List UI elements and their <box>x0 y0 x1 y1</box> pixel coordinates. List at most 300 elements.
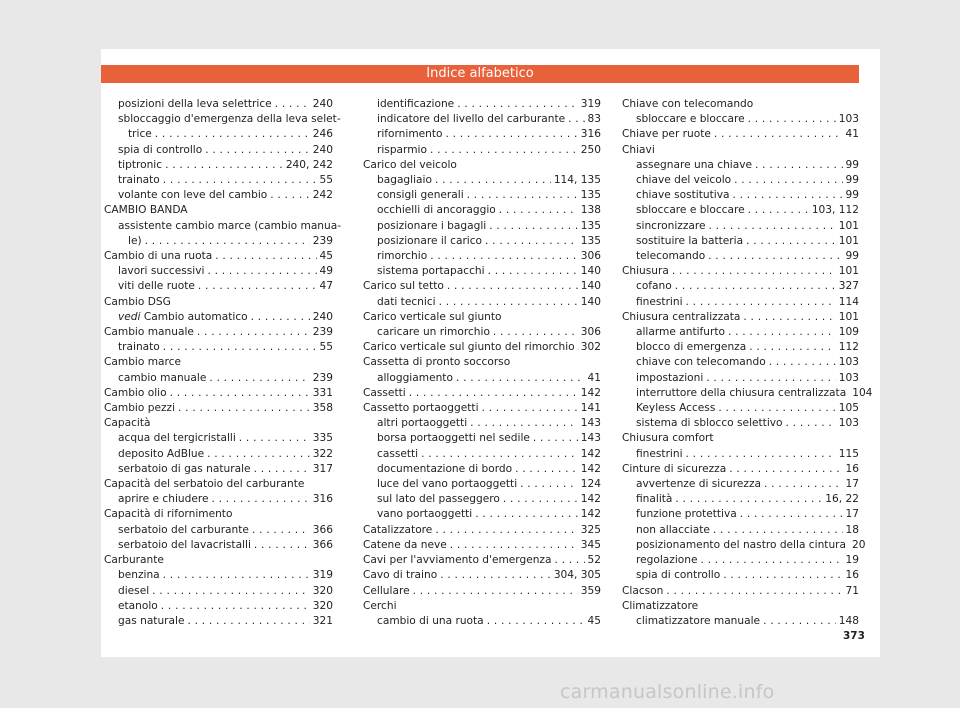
index-entry <box>363 325 601 340</box>
index-term-text: Cambio pezzi <box>104 402 176 415</box>
page-reference: 99 <box>845 189 859 202</box>
dot-leader <box>430 249 578 264</box>
index-term <box>118 568 160 583</box>
index-term-text: risparmio <box>377 143 427 156</box>
index-term-text: assegnare una chiave <box>636 158 753 171</box>
index-entry <box>622 249 859 264</box>
index-term <box>377 477 517 492</box>
page-reference: 142 <box>580 462 601 475</box>
page-reference: 103 <box>838 371 859 384</box>
index-term <box>118 279 195 294</box>
index-entry <box>104 431 333 446</box>
index-entry <box>622 158 859 173</box>
page-reference: 109 <box>838 326 859 339</box>
dot-leader <box>723 568 842 583</box>
page-reference: 55 <box>319 174 333 187</box>
dot-leader <box>209 371 309 386</box>
dot-leader <box>215 249 316 264</box>
dot-leader <box>198 279 317 294</box>
index-term <box>377 371 453 386</box>
dot-leader <box>769 355 836 370</box>
index-term <box>636 340 746 355</box>
index-term-text: Cambio marce <box>104 356 182 369</box>
index-term-text: finestrini <box>636 295 683 308</box>
index-term <box>118 158 162 173</box>
index-entry <box>104 310 333 325</box>
index-term-text: indicatore del livello del carburante <box>377 113 566 126</box>
dot-leader <box>435 173 551 188</box>
index-term <box>118 462 251 477</box>
page-number: 373 <box>843 630 865 642</box>
index-column-2 <box>363 97 601 629</box>
index-term <box>636 188 729 203</box>
index-term <box>104 203 188 218</box>
index-entry <box>622 143 859 158</box>
index-term-text: serbatoio di gas naturale <box>118 462 251 475</box>
index-term-text: sincronizzare <box>636 219 706 232</box>
dot-leader <box>439 295 578 310</box>
index-term <box>636 401 715 416</box>
index-entry <box>622 416 859 431</box>
index-entry <box>622 355 859 370</box>
index-term-text: etanolo <box>118 599 158 612</box>
dot-leader <box>748 112 836 127</box>
page-reference: 99 <box>845 158 859 171</box>
index-term <box>377 112 565 127</box>
dot-leader <box>533 431 578 446</box>
index-term <box>118 492 209 507</box>
index-term-text: posizionare il carico <box>377 234 483 247</box>
index-term-text: trainato <box>118 174 160 187</box>
dot-leader <box>467 188 578 203</box>
index-term-text: climatizzatore manuale <box>636 614 761 627</box>
page-reference: 148 <box>838 614 859 627</box>
dot-leader <box>713 523 843 538</box>
index-term-text: sistema portapacchi <box>377 265 485 278</box>
index-entry <box>363 447 601 462</box>
index-entry <box>104 401 333 416</box>
dot-leader <box>499 203 578 218</box>
index-entry <box>104 158 333 173</box>
index-term <box>622 97 753 112</box>
page-reference: 140 <box>580 280 601 293</box>
dot-leader <box>197 325 310 340</box>
index-term-text: Carico verticale sul giunto <box>363 310 502 323</box>
index-term <box>636 249 705 264</box>
index-entry <box>622 173 859 188</box>
dot-leader <box>755 158 842 173</box>
index-term <box>622 462 726 477</box>
dot-leader <box>489 219 578 234</box>
index-term <box>636 295 683 310</box>
index-term-text: cambio di una ruota <box>377 614 484 627</box>
index-entry <box>363 340 601 355</box>
index-term <box>636 173 731 188</box>
page-header: Indice alfabetico <box>101 65 859 83</box>
page-reference: 141 <box>580 402 601 415</box>
page-reference: 16 <box>845 569 859 582</box>
page-reference: 302 <box>580 341 601 354</box>
index-entry <box>104 143 333 158</box>
dot-leader <box>554 553 584 568</box>
index-entry <box>104 249 333 264</box>
index-entry <box>363 386 601 401</box>
index-entry <box>104 538 333 553</box>
page-reference: 135 <box>580 219 601 232</box>
index-entry <box>104 219 342 234</box>
dot-leader <box>728 325 836 340</box>
dot-leader <box>450 538 578 553</box>
index-term <box>636 112 745 127</box>
index-column-1 <box>104 97 342 629</box>
dot-leader <box>515 462 578 477</box>
page-reference: 103 <box>838 417 859 430</box>
index-term <box>363 599 397 614</box>
page-reference: 239 <box>312 371 333 384</box>
index-entry <box>363 431 601 446</box>
dot-leader <box>493 325 578 340</box>
page-reference: 20 <box>852 538 866 551</box>
index-term-text: trice <box>128 128 152 141</box>
index-term <box>636 279 672 294</box>
page-reference: 101 <box>838 234 859 247</box>
page-reference: 105 <box>838 402 859 415</box>
index-term <box>622 599 698 614</box>
page-reference: 52 <box>587 554 601 567</box>
index-entry <box>622 310 859 325</box>
index-term-text: deposito AdBlue <box>118 447 205 460</box>
index-term-text: telecomando <box>636 250 706 263</box>
index-term <box>636 371 703 386</box>
page-reference: 101 <box>838 310 859 323</box>
index-term-text: viti delle ruote <box>118 280 195 293</box>
dot-leader <box>675 279 836 294</box>
index-entry <box>104 279 333 294</box>
page-reference: 124 <box>580 478 601 491</box>
dot-leader <box>706 371 835 386</box>
page-reference: 49 <box>319 265 333 278</box>
index-term <box>118 97 272 112</box>
index-entry <box>622 447 859 462</box>
index-entry <box>104 614 333 629</box>
index-term <box>636 477 761 492</box>
index-entry <box>363 112 601 127</box>
index-entry <box>104 325 333 340</box>
dot-leader <box>421 447 578 462</box>
index-term <box>128 234 142 249</box>
dot-leader <box>165 158 283 173</box>
index-term <box>622 143 655 158</box>
index-term <box>377 97 454 112</box>
dot-leader <box>152 584 310 599</box>
index-entry <box>104 416 333 431</box>
index-term-text: lavori successivi <box>118 265 205 278</box>
index-term-text: borsa portaoggetti nel sedile <box>377 432 530 445</box>
page-reference: 99 <box>845 174 859 187</box>
index-term <box>636 158 752 173</box>
see-also-prefix: vedi <box>118 310 141 323</box>
index-term <box>118 584 149 599</box>
page-reference: 358 <box>312 402 333 415</box>
index-term <box>377 173 432 188</box>
index-entry <box>363 249 601 264</box>
page-reference: 319 <box>312 569 333 582</box>
index-term <box>128 127 152 142</box>
index-entry <box>622 295 859 310</box>
index-term <box>377 447 418 462</box>
index-term <box>118 599 158 614</box>
dot-leader <box>251 310 310 325</box>
index-term-text: rimorchio <box>377 250 428 263</box>
index-term <box>377 234 482 249</box>
dot-leader <box>740 507 843 522</box>
index-term-text: serbatoio del lavacristalli <box>118 538 251 551</box>
dot-leader <box>275 97 310 112</box>
page-reference: 366 <box>312 538 333 551</box>
index-entry <box>104 523 333 538</box>
index-term-text: chiave con telecomando <box>636 356 766 369</box>
index-entry <box>363 219 601 234</box>
index-entry <box>363 568 601 583</box>
index-entry <box>363 614 601 629</box>
dot-leader <box>748 203 809 218</box>
index-term-text: Cambio olio <box>104 386 167 399</box>
index-term <box>118 340 160 355</box>
index-term-text: le) <box>128 234 142 247</box>
index-term-text: cambio manuale <box>118 371 207 384</box>
index-term <box>118 173 160 188</box>
dot-leader <box>239 431 310 446</box>
page-reference: 140 <box>580 265 601 278</box>
index-entry <box>363 127 601 142</box>
index-term-text: allarme antifurto <box>636 326 725 339</box>
page-reference: 359 <box>580 584 601 597</box>
index-entry <box>622 568 859 583</box>
index-entry <box>622 462 859 477</box>
index-entry <box>363 523 601 538</box>
index-term-text: Chiusura <box>622 265 669 278</box>
dot-leader <box>714 127 843 142</box>
index-term <box>636 386 846 401</box>
index-term-text: Cambio di una ruota <box>104 250 213 263</box>
index-term-text: gas naturale <box>118 614 185 627</box>
index-term-text: funzione protettiva <box>636 508 737 521</box>
index-entry <box>104 371 333 386</box>
dot-leader <box>430 143 578 158</box>
page-reference: 41 <box>845 128 859 141</box>
index-entry <box>622 431 859 446</box>
page-reference: 317 <box>312 462 333 475</box>
index-term-text: sul lato del passeggero <box>377 493 500 506</box>
index-entry <box>622 492 859 507</box>
index-entry <box>363 310 601 325</box>
index-term <box>118 523 249 538</box>
index-term <box>363 340 575 355</box>
index-term <box>363 355 510 370</box>
index-entry <box>104 173 333 188</box>
page-reference: 135 <box>580 189 601 202</box>
index-term-text: posizionare i bagagli <box>377 219 487 232</box>
index-term <box>363 523 432 538</box>
page-reference: 16 <box>845 462 859 475</box>
page-reference: 319 <box>580 98 601 110</box>
page-reference: 114, 135 <box>553 174 601 187</box>
index-entry <box>104 234 333 249</box>
page-reference: 101 <box>838 265 859 278</box>
page-reference: 143 <box>580 417 601 430</box>
page-reference: 327 <box>838 280 859 293</box>
index-term-text: Chiusura comfort <box>622 432 714 445</box>
page-reference: 335 <box>312 432 333 445</box>
index-entry <box>104 203 333 218</box>
page-reference: 320 <box>312 599 333 612</box>
index-term-text: acqua del tergicristalli <box>118 432 236 445</box>
index-entry <box>363 584 601 599</box>
dot-leader <box>503 492 578 507</box>
dot-leader <box>686 295 836 310</box>
index-entry <box>363 279 601 294</box>
index-entry <box>104 553 333 568</box>
index-term <box>636 219 706 234</box>
index-term <box>377 264 485 279</box>
index-term-text: aprire e chiudere <box>118 493 209 506</box>
index-term-text: rifornimento <box>377 128 443 141</box>
index-term-text: trainato <box>118 341 160 354</box>
index-term <box>104 325 194 340</box>
index-term-text: sbloccare e bloccare <box>636 204 745 217</box>
index-entry <box>104 584 333 599</box>
index-term <box>363 310 502 325</box>
index-term-text: luce del vano portaoggetti <box>377 478 518 491</box>
page-reference: 240 <box>312 143 333 156</box>
index-term <box>377 325 490 340</box>
index-term-text: regolazione <box>636 554 698 567</box>
index-entry <box>104 112 341 127</box>
index-term-text: serbatoio del carburante <box>118 523 249 536</box>
index-term-text: Catalizzatore <box>363 523 433 536</box>
index-entry <box>104 188 333 203</box>
index-term-text: cofano <box>636 280 672 293</box>
index-term <box>377 492 500 507</box>
index-entry <box>622 614 859 629</box>
page-reference: 55 <box>319 341 333 354</box>
dot-leader <box>254 538 310 553</box>
dot-leader <box>446 127 578 142</box>
dot-leader <box>749 340 836 355</box>
index-entry <box>104 127 333 142</box>
index-term <box>363 538 447 553</box>
page-reference: 103 <box>838 113 859 126</box>
index-term <box>104 401 175 416</box>
dot-leader <box>732 188 842 203</box>
index-term-text: avvertenze di sicurezza <box>636 478 762 491</box>
index-term-text: spia di controllo <box>118 143 203 156</box>
index-term-text: Cinture di sicurezza <box>622 462 727 475</box>
index-term <box>377 295 436 310</box>
index-term-text: sostituire la batteria <box>636 234 744 247</box>
dot-leader <box>487 614 585 629</box>
index-term <box>363 401 479 416</box>
page-reference: 240 <box>312 98 333 110</box>
dot-leader <box>743 310 835 325</box>
index-entry <box>363 492 601 507</box>
page-reference: 45 <box>319 250 333 263</box>
dot-leader <box>709 219 836 234</box>
dot-leader <box>409 386 578 401</box>
index-term <box>636 568 720 583</box>
page-reference: 103 <box>838 356 859 369</box>
page-reference: 143 <box>580 432 601 445</box>
dot-leader <box>746 234 836 249</box>
index-term <box>104 477 304 492</box>
index-term <box>104 355 181 370</box>
dot-leader <box>475 507 578 522</box>
index-entry <box>622 264 859 279</box>
index-entry <box>104 477 333 492</box>
index-term <box>377 614 484 629</box>
index-entry <box>104 97 333 112</box>
index-term-text: Chiave con telecomando <box>622 98 754 110</box>
index-term-text: Cassetti <box>363 386 406 399</box>
index-term-text: benzina <box>118 569 160 582</box>
page-reference: 316 <box>580 128 601 141</box>
index-entry <box>622 584 859 599</box>
index-term <box>636 614 760 629</box>
index-term <box>377 127 443 142</box>
index-term <box>104 295 171 310</box>
page-reference: 114 <box>838 295 859 308</box>
index-term-text: sbloccare e bloccare <box>636 113 745 126</box>
page-reference: 138 <box>580 204 601 217</box>
page-reference: 331 <box>312 386 333 399</box>
page-reference: 240, 242 <box>285 158 333 171</box>
index-entry <box>622 97 859 112</box>
index-term <box>636 523 710 538</box>
index-term-text: Climatizzatore <box>622 599 699 612</box>
dot-leader <box>163 340 317 355</box>
page-reference: 345 <box>580 538 601 551</box>
index-entry <box>363 295 601 310</box>
page-reference: 321 <box>312 614 333 627</box>
dot-leader <box>170 386 310 401</box>
dot-leader <box>163 568 310 583</box>
index-term-text: Keyless Access <box>636 402 716 415</box>
index-term <box>636 538 846 553</box>
index-term <box>118 188 267 203</box>
page-reference: 142 <box>580 508 601 521</box>
page-reference: 242 <box>312 189 333 202</box>
index-entry <box>363 97 601 112</box>
index-term-text: consigli generali <box>377 189 464 202</box>
index-term-text: Catene da neve <box>363 538 447 551</box>
index-term-text: tiptronic <box>118 158 163 171</box>
index-term <box>622 264 669 279</box>
index-term-text: finalità <box>636 493 673 506</box>
index-term-text: occhielli di ancoraggio <box>377 204 496 217</box>
dot-leader <box>708 249 842 264</box>
index-term <box>118 614 185 629</box>
index-term-text: posizionamento del nastro della cintura <box>636 538 847 551</box>
index-term <box>118 310 248 325</box>
index-term <box>622 310 740 325</box>
index-term-text: Carico del veicolo <box>363 158 457 171</box>
page-reference: 17 <box>845 478 859 491</box>
page-reference: 45 <box>587 614 601 627</box>
dot-leader <box>270 188 309 203</box>
dot-leader <box>207 447 310 462</box>
dot-leader <box>764 477 842 492</box>
dot-leader <box>488 264 578 279</box>
